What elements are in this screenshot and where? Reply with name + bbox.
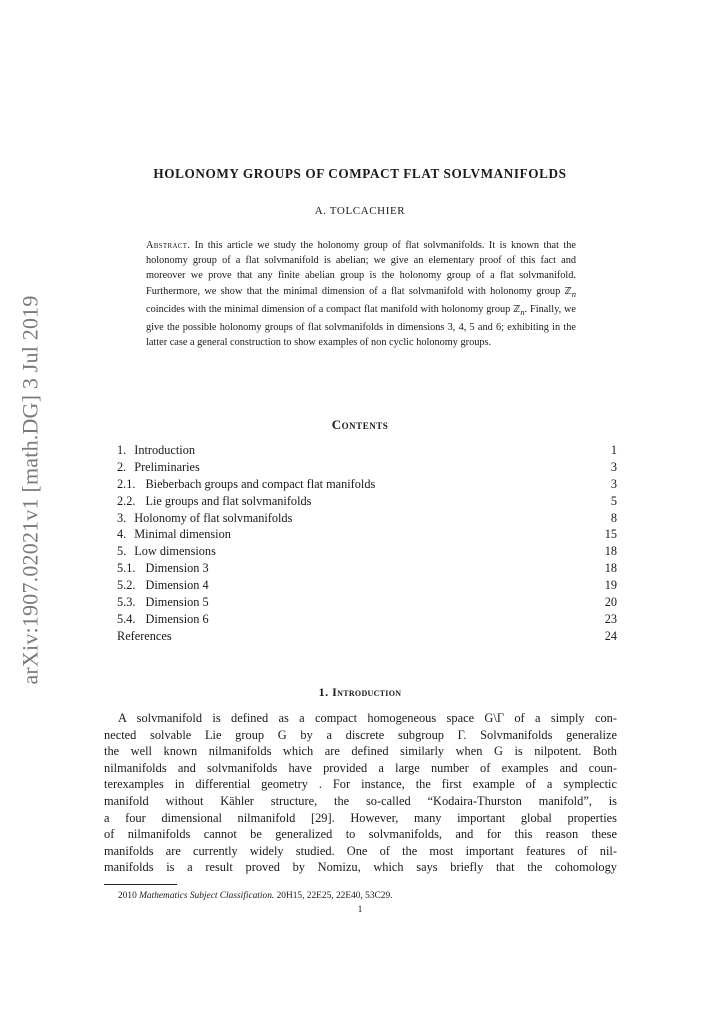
group-subscript: n — [571, 288, 576, 299]
intro-line: manifold without Kähler structure, the so-called “Kodaira-Thurston manifold”, is — [104, 793, 617, 808]
toc-entry-title: Holonomy of flat solvmanifolds — [134, 510, 293, 525]
footnote-label: Mathematics Subject Classification. — [139, 891, 275, 901]
intro-line: of nilmanifolds cannot be generalized to solvmanifolds, and for this reason these — [104, 827, 617, 842]
toc-entry-number: 2.2. — [117, 493, 136, 508]
toc-entry-title: Preliminaries — [134, 459, 200, 474]
toc-entry-number: 5.3. — [117, 595, 136, 610]
toc-entry-page: 8 — [610, 510, 617, 525]
section-number: 1. — [318, 685, 329, 699]
toc-entry-label — [117, 459, 200, 476]
toc-entry-title: Introduction — [134, 443, 196, 457]
toc-entry-number: 5.1. — [117, 561, 136, 576]
toc-entry-page: 19 — [604, 578, 617, 593]
toc-entry[interactable] — [117, 577, 617, 594]
arxiv-identifier-stamp — [10, 280, 52, 700]
toc-entry-page: 20 — [604, 595, 617, 610]
toc-entry[interactable] — [117, 510, 617, 527]
intro-line: terexamples in differential geometry . For instance, the first example of a symplectic — [104, 777, 617, 792]
toc-entry-page: 3 — [610, 459, 617, 474]
table-of-contents — [117, 442, 617, 645]
toc-entry-label — [117, 577, 209, 594]
arxiv-identifier: arXiv:1907.02021v1 [math.DG] 3 Jul 2019 — [18, 295, 44, 685]
toc-entry-page: 1 — [610, 443, 617, 457]
abstract-text-part-1: In this article we study the holonomy group of flat solvmanifolds. It is known that the holonomy group of a flat solvmanifold is abelian; we give an elementary proof of this fact and moreover we prove that any finite abelian group is the holonomy group of a flat solvmanifold. Furthermore, we show that the minimal dimension of a flat solvmanifold with holonomy group — [146, 240, 576, 297]
section-heading — [104, 685, 616, 700]
toc-entry[interactable] — [117, 442, 617, 459]
toc-entry-label — [117, 594, 209, 611]
toc-entry-page: 18 — [604, 544, 617, 559]
toc-entry-number: 5.4. — [117, 611, 136, 626]
intro-line: nilmanifolds and solvmanifolds have provided a large number of examples and coun- — [104, 760, 617, 775]
toc-entry[interactable] — [117, 476, 617, 493]
toc-entry[interactable] — [117, 560, 617, 577]
toc-entry-page: 15 — [604, 527, 617, 542]
toc-entry-title: Low dimensions — [134, 544, 216, 559]
toc-entry-number: 5. — [117, 544, 127, 559]
toc-entry-title: Dimension 4 — [145, 578, 209, 593]
abstract-text-part-3: . Finally, we give the possible holonomy groups of flat solvmanifolds in dimensions 3, 4, 5 and 6; exhibiting in the latter case a general construction to show examples of non cyclic holonomy groups. — [146, 303, 577, 349]
toc-entry-page: 18 — [604, 561, 617, 576]
intro-line: a four dimensional nilmanifold [29]. However, many important global properties — [104, 810, 617, 825]
toc-entry-page: 5 — [610, 493, 617, 508]
group-symbol: ℤ — [513, 303, 521, 315]
toc-entry-title: Bieberbach groups and compact flat manifolds — [145, 476, 376, 491]
toc-entry[interactable] — [117, 459, 617, 476]
page-number: 1 — [357, 905, 363, 915]
toc-entry-number: 1. — [117, 443, 127, 457]
toc-entry-label — [117, 543, 216, 560]
paper-title: HOLONOMY GROUPS OF COMPACT FLAT SOLVMANIFOLDS — [153, 166, 567, 181]
toc-entry-label — [117, 611, 209, 628]
footnote — [118, 891, 618, 901]
group-subscript: n — [520, 306, 525, 317]
intro-line: the well known nilmanifolds which are defined similarly when G is nilpotent. Both — [104, 744, 617, 759]
intro-line: manifolds is a result proved by Nomizu, which says briefly that the cohomology — [104, 860, 617, 875]
toc-entry[interactable] — [117, 526, 617, 543]
abstract-label: Abstract. — [146, 240, 191, 251]
toc-entry-page: 24 — [604, 628, 617, 643]
toc-entry-label — [117, 442, 195, 459]
author-name: A. TOLCACHIER — [314, 205, 406, 217]
toc-entry[interactable] — [117, 628, 617, 645]
toc-entry[interactable] — [117, 594, 617, 611]
group-symbol: ℤ — [564, 285, 572, 297]
toc-entry-title: Lie groups and flat solvmanifolds — [145, 493, 312, 508]
toc-entry-number: 5.2. — [117, 578, 136, 593]
intro-line: manifolds are currently widely studied. One of the most important features of nil- — [104, 843, 617, 858]
footnote-codes: 20H15, 22E25, 22E40, 53C29. — [276, 891, 393, 901]
toc-entry-page: 3 — [610, 476, 617, 491]
toc-entry-title: Minimal dimension — [134, 527, 231, 542]
intro-line: nected solvable Lie group G by a discrete subgroup Γ. Solvmanifolds generalize — [104, 727, 617, 742]
introduction-paragraph — [104, 710, 617, 876]
toc-entry-label — [117, 476, 375, 493]
section-title: Introduction — [332, 685, 402, 699]
toc-entry-label — [117, 526, 231, 543]
toc-entry-number: 3. — [117, 510, 127, 525]
toc-entry-label — [117, 560, 209, 577]
toc-entry-label — [117, 493, 311, 510]
abstract — [146, 238, 576, 351]
toc-entry-title: Dimension 5 — [145, 595, 209, 610]
toc-entry-number: 2.1. — [117, 476, 136, 491]
footnote-rule — [104, 884, 177, 885]
toc-entry-label — [117, 628, 172, 645]
toc-entry-number: 2. — [117, 459, 127, 474]
abstract-text-part-2: coincides with the minimal dimension of a compact flat manifold with holonomy group — [146, 303, 514, 315]
toc-entry-number: 4. — [117, 527, 127, 542]
toc-entry[interactable] — [117, 543, 617, 560]
toc-entry-page: 23 — [604, 611, 617, 626]
intro-line: A solvmanifold is defined as a compact homogeneous space G\Γ of a simply con- — [118, 711, 617, 725]
toc-entry-title: Dimension 3 — [145, 561, 209, 576]
footnote-year: 2010 — [118, 891, 137, 901]
toc-entry-title: Dimension 6 — [145, 611, 209, 626]
toc-entry-label — [117, 510, 292, 527]
toc-entry[interactable] — [117, 493, 617, 510]
toc-entry-title: References — [117, 628, 172, 643]
contents-heading: Contents — [331, 417, 389, 432]
toc-entry[interactable] — [117, 611, 617, 628]
